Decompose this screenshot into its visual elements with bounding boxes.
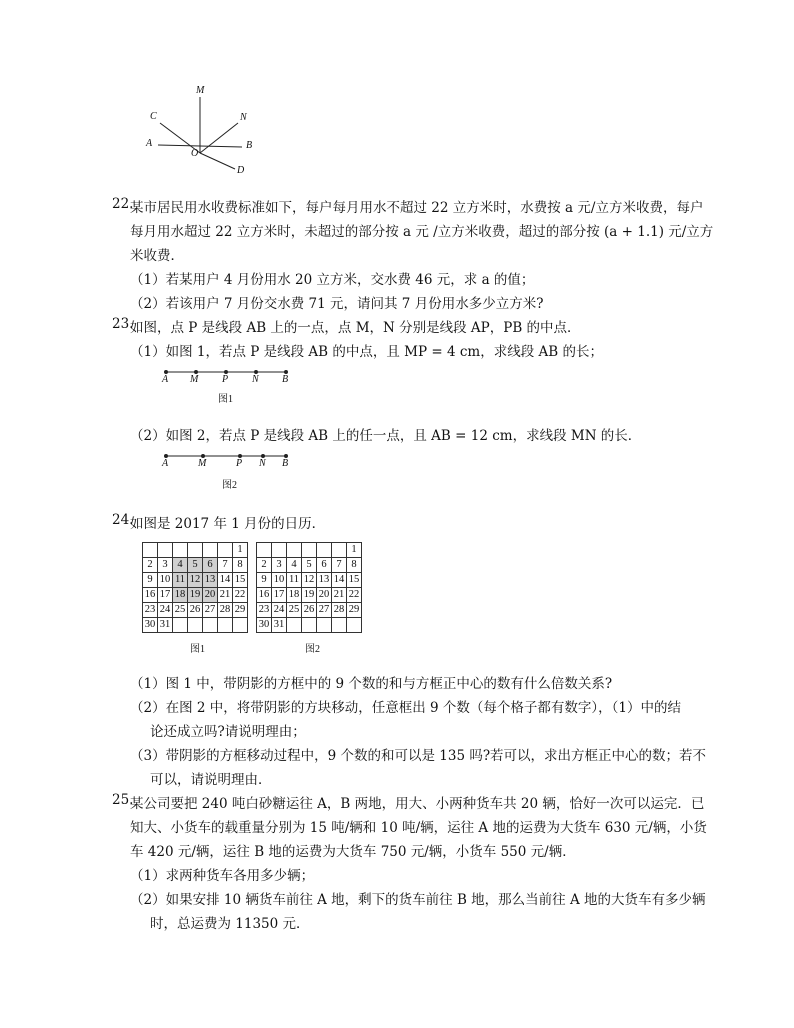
calendar-cell: 10 [158, 573, 173, 588]
q24-sub3-line1: （3）带阴影的方框移动过程中，9 个数的和可以是 135 吗?若可以，求出方框正中心的数；若不 [130, 748, 707, 764]
calendar-cell: 12 [188, 573, 203, 588]
calendar-cell [347, 618, 362, 633]
q23-number: 23. [112, 316, 134, 332]
calendar-cell: 7 [332, 558, 347, 573]
q24-sub2-line2: 论还成立吗?请说明理由； [150, 724, 306, 740]
q25-number: 25. [112, 792, 134, 808]
calendar-cell [218, 543, 233, 558]
calendar-cell [218, 618, 233, 633]
label-B: B [246, 140, 253, 151]
calendar-cell [257, 543, 272, 558]
calendar-cell: 14 [332, 573, 347, 588]
calendar-cell: 9 [257, 573, 272, 588]
calendar-cell: 13 [317, 573, 332, 588]
calendar-cell [317, 618, 332, 633]
q22-sub1: （1）若某用户 4 月份用水 20 立方米，交水费 46 元，求 a 的值； [130, 272, 535, 288]
angle-figure-lines [140, 85, 270, 180]
calendar-cell: 18 [173, 588, 188, 603]
fig2-label-B: B [282, 458, 289, 469]
calendar-row [143, 543, 248, 558]
q25-line3: 车 420 元/辆，运往 B 地的运费为大货车 750 元/辆，小货车 550 元/辆． [130, 844, 576, 860]
calendar-cell: 13 [203, 573, 218, 588]
calendar-cell [173, 618, 188, 633]
calendar-cell: 8 [347, 558, 362, 573]
calendar-cell: 15 [347, 573, 362, 588]
q25-line2: 知大、小货车的载重量分别为 15 吨/辆和 10 吨/辆，运往 A 地的运费为大货车 630 元/辆，小货 [130, 820, 707, 836]
calendar-cell: 17 [272, 588, 287, 603]
q24-sub2-line1: （2）在图 2 中，将带阴影的方块移动，任意框出 9 个数（每个格子都有数字），（1）中的结 [130, 700, 682, 716]
calendar-cell: 8 [233, 558, 248, 573]
fig2-label-N: N [259, 458, 266, 469]
calendar-cell: 20 [317, 588, 332, 603]
calendar-cell: 16 [257, 588, 272, 603]
calendar-cell: 2 [257, 558, 272, 573]
fig2-label-M: M [198, 458, 207, 469]
calendar-cell: 12 [302, 573, 317, 588]
fig1-label-B: B [282, 374, 289, 385]
calendar-cell: 28 [332, 603, 347, 618]
calendar-cell [302, 618, 317, 633]
fig1-label-A: A [162, 374, 169, 385]
calendar-cell: 30 [143, 618, 158, 633]
label-M: M [196, 85, 205, 96]
calendar-cell: 9 [143, 573, 158, 588]
q22-number: 22. [112, 196, 134, 212]
calendar-row [143, 573, 248, 588]
calendar-row [257, 558, 362, 573]
label-D: D [237, 165, 245, 176]
calendar-cell [188, 543, 203, 558]
calendar-cell: 18 [287, 588, 302, 603]
calendar-cell: 26 [302, 603, 317, 618]
calendar-cell: 27 [203, 603, 218, 618]
q24-sub1: （1）图 1 中，带阴影的方框中的 9 个数的和与方框正中心的数有什么倍数关系? [130, 676, 613, 692]
fig2-label-A: A [162, 458, 169, 469]
q23-sub2: （2）如图 2，若点 P 是线段 AB 上的任一点，且 AB = 12 cm，求线段 MN 的长． [130, 428, 642, 444]
calendar-cell: 19 [188, 588, 203, 603]
calendar-cell: 31 [272, 618, 287, 633]
q24-sub3-line2: 可以，请说明理由． [150, 772, 272, 788]
calendar-cell: 27 [317, 603, 332, 618]
fig1-caption: 图1 [218, 394, 233, 405]
fig2-label-P: P [236, 458, 243, 469]
calendar-cell: 3 [272, 558, 287, 573]
q22-line2: 每月用水超过 22 立方米时，未超过的部分按 a 元 /立方米收费，超过的部分按 (a + 1.1) 元/立方 [130, 224, 714, 240]
q23-line1: 如图，点 P 是线段 AB 上的一点，点 M，N 分别是线段 AP，PB 的中点． [130, 320, 581, 336]
calendar-cell: 1 [347, 543, 362, 558]
calendar-cell: 17 [158, 588, 173, 603]
calendar-cell [158, 543, 173, 558]
calendar-row [257, 588, 362, 603]
calendar-cell: 7 [218, 558, 233, 573]
fig2-caption: 图2 [222, 480, 237, 491]
q25-sub1: （1）求两种货车各用多少辆； [130, 868, 315, 884]
calendar-cell: 25 [173, 603, 188, 618]
calendar-cell [203, 543, 218, 558]
calendar-cell: 31 [158, 618, 173, 633]
calendar-row [143, 588, 248, 603]
calendar-cell [272, 543, 287, 558]
calendar-cell [143, 543, 158, 558]
calendar-cell: 2 [143, 558, 158, 573]
calendar-cell: 6 [317, 558, 332, 573]
calendar-cell [287, 618, 302, 633]
calendar-cell: 14 [218, 573, 233, 588]
calendar-cell: 5 [302, 558, 317, 573]
calendar-figure-1 [142, 542, 248, 633]
calendar-cell: 23 [257, 603, 272, 618]
calendar-cell: 21 [332, 588, 347, 603]
q24-number: 24. [112, 512, 134, 528]
calendar-cell: 29 [233, 603, 248, 618]
calendar-cell [287, 543, 302, 558]
calendar-row [257, 618, 362, 633]
calendar-cell [203, 618, 218, 633]
label-O: O [191, 148, 199, 159]
calendar-row [143, 558, 248, 573]
calendar-figure-2 [256, 542, 362, 633]
q23-sub1: （1）如图 1，若点 P 是线段 AB 的中点，且 MP = 4 cm，求线段 AB 的长； [130, 344, 603, 360]
calendar-cell: 21 [218, 588, 233, 603]
calendar-cell: 16 [143, 588, 158, 603]
calendar-cell: 23 [143, 603, 158, 618]
calendar-row [257, 543, 362, 558]
calendar-cell: 10 [272, 573, 287, 588]
calendar-cell: 28 [218, 603, 233, 618]
calendar-cell: 24 [158, 603, 173, 618]
calendar-cell: 6 [203, 558, 218, 573]
calendar-cell [332, 543, 347, 558]
calendar-cell [332, 618, 347, 633]
calendar-cell: 20 [203, 588, 218, 603]
calendar-cell [302, 543, 317, 558]
calendar-cell: 19 [302, 588, 317, 603]
calendar-cell: 22 [233, 588, 248, 603]
calendar-row [143, 618, 248, 633]
calendar-cell [317, 543, 332, 558]
q22-line3: 米收费． [130, 248, 184, 264]
calendar-cell [233, 618, 248, 633]
calendar-row [143, 603, 248, 618]
calendar-cell: 11 [287, 573, 302, 588]
calendar-1-caption: 图1 [190, 644, 205, 655]
calendar-cell [173, 543, 188, 558]
q25-sub2-line2: 时，总运费为 11350 元． [150, 916, 310, 932]
calendar-row [257, 573, 362, 588]
calendar-cell: 22 [347, 588, 362, 603]
calendar-row [257, 603, 362, 618]
calendar-cell [188, 618, 203, 633]
calendar-cell: 5 [188, 558, 203, 573]
calendar-cell: 25 [287, 603, 302, 618]
calendar-cell: 11 [173, 573, 188, 588]
calendar-cell: 15 [233, 573, 248, 588]
q25-sub2-line1: （2）如果安排 10 辆货车前往 A 地，剩下的货车前往 B 地，那么当前往 A 地的大货车有多少辆 [130, 892, 706, 908]
label-A: A [146, 138, 153, 149]
q22-line1: 某市居民用水收费标准如下，每户每月用水不超过 22 立方米时，水费按 a 元/立方米收费，每户 [130, 200, 704, 216]
label-N: N [240, 112, 247, 123]
calendar-2-caption: 图2 [305, 644, 320, 655]
calendar-cell: 4 [287, 558, 302, 573]
calendar-cell: 30 [257, 618, 272, 633]
q22-sub2: （2）若该用户 7 月份交水费 71 元，请问其 7 月份用水多少立方米? [130, 296, 544, 312]
fig1-label-M: M [190, 374, 199, 385]
calendar-cell: 1 [233, 543, 248, 558]
q24-line1: 如图是 2017 年 1 月份的日历． [130, 516, 326, 532]
calendar-cell: 24 [272, 603, 287, 618]
label-C: C [150, 111, 157, 122]
angle-figure [140, 85, 270, 180]
fig1-label-N: N [252, 374, 259, 385]
segment-2-line [158, 448, 298, 468]
calendar-cell: 3 [158, 558, 173, 573]
calendar-cell: 4 [173, 558, 188, 573]
q25-line1: 某公司要把 240 吨白砂糖运往 A，B 两地，用大、小两种货车共 20 辆，恰好一次可以运完．已 [130, 796, 705, 812]
calendar-cell: 29 [347, 603, 362, 618]
calendar-cell: 26 [188, 603, 203, 618]
fig1-label-P: P [222, 374, 229, 385]
